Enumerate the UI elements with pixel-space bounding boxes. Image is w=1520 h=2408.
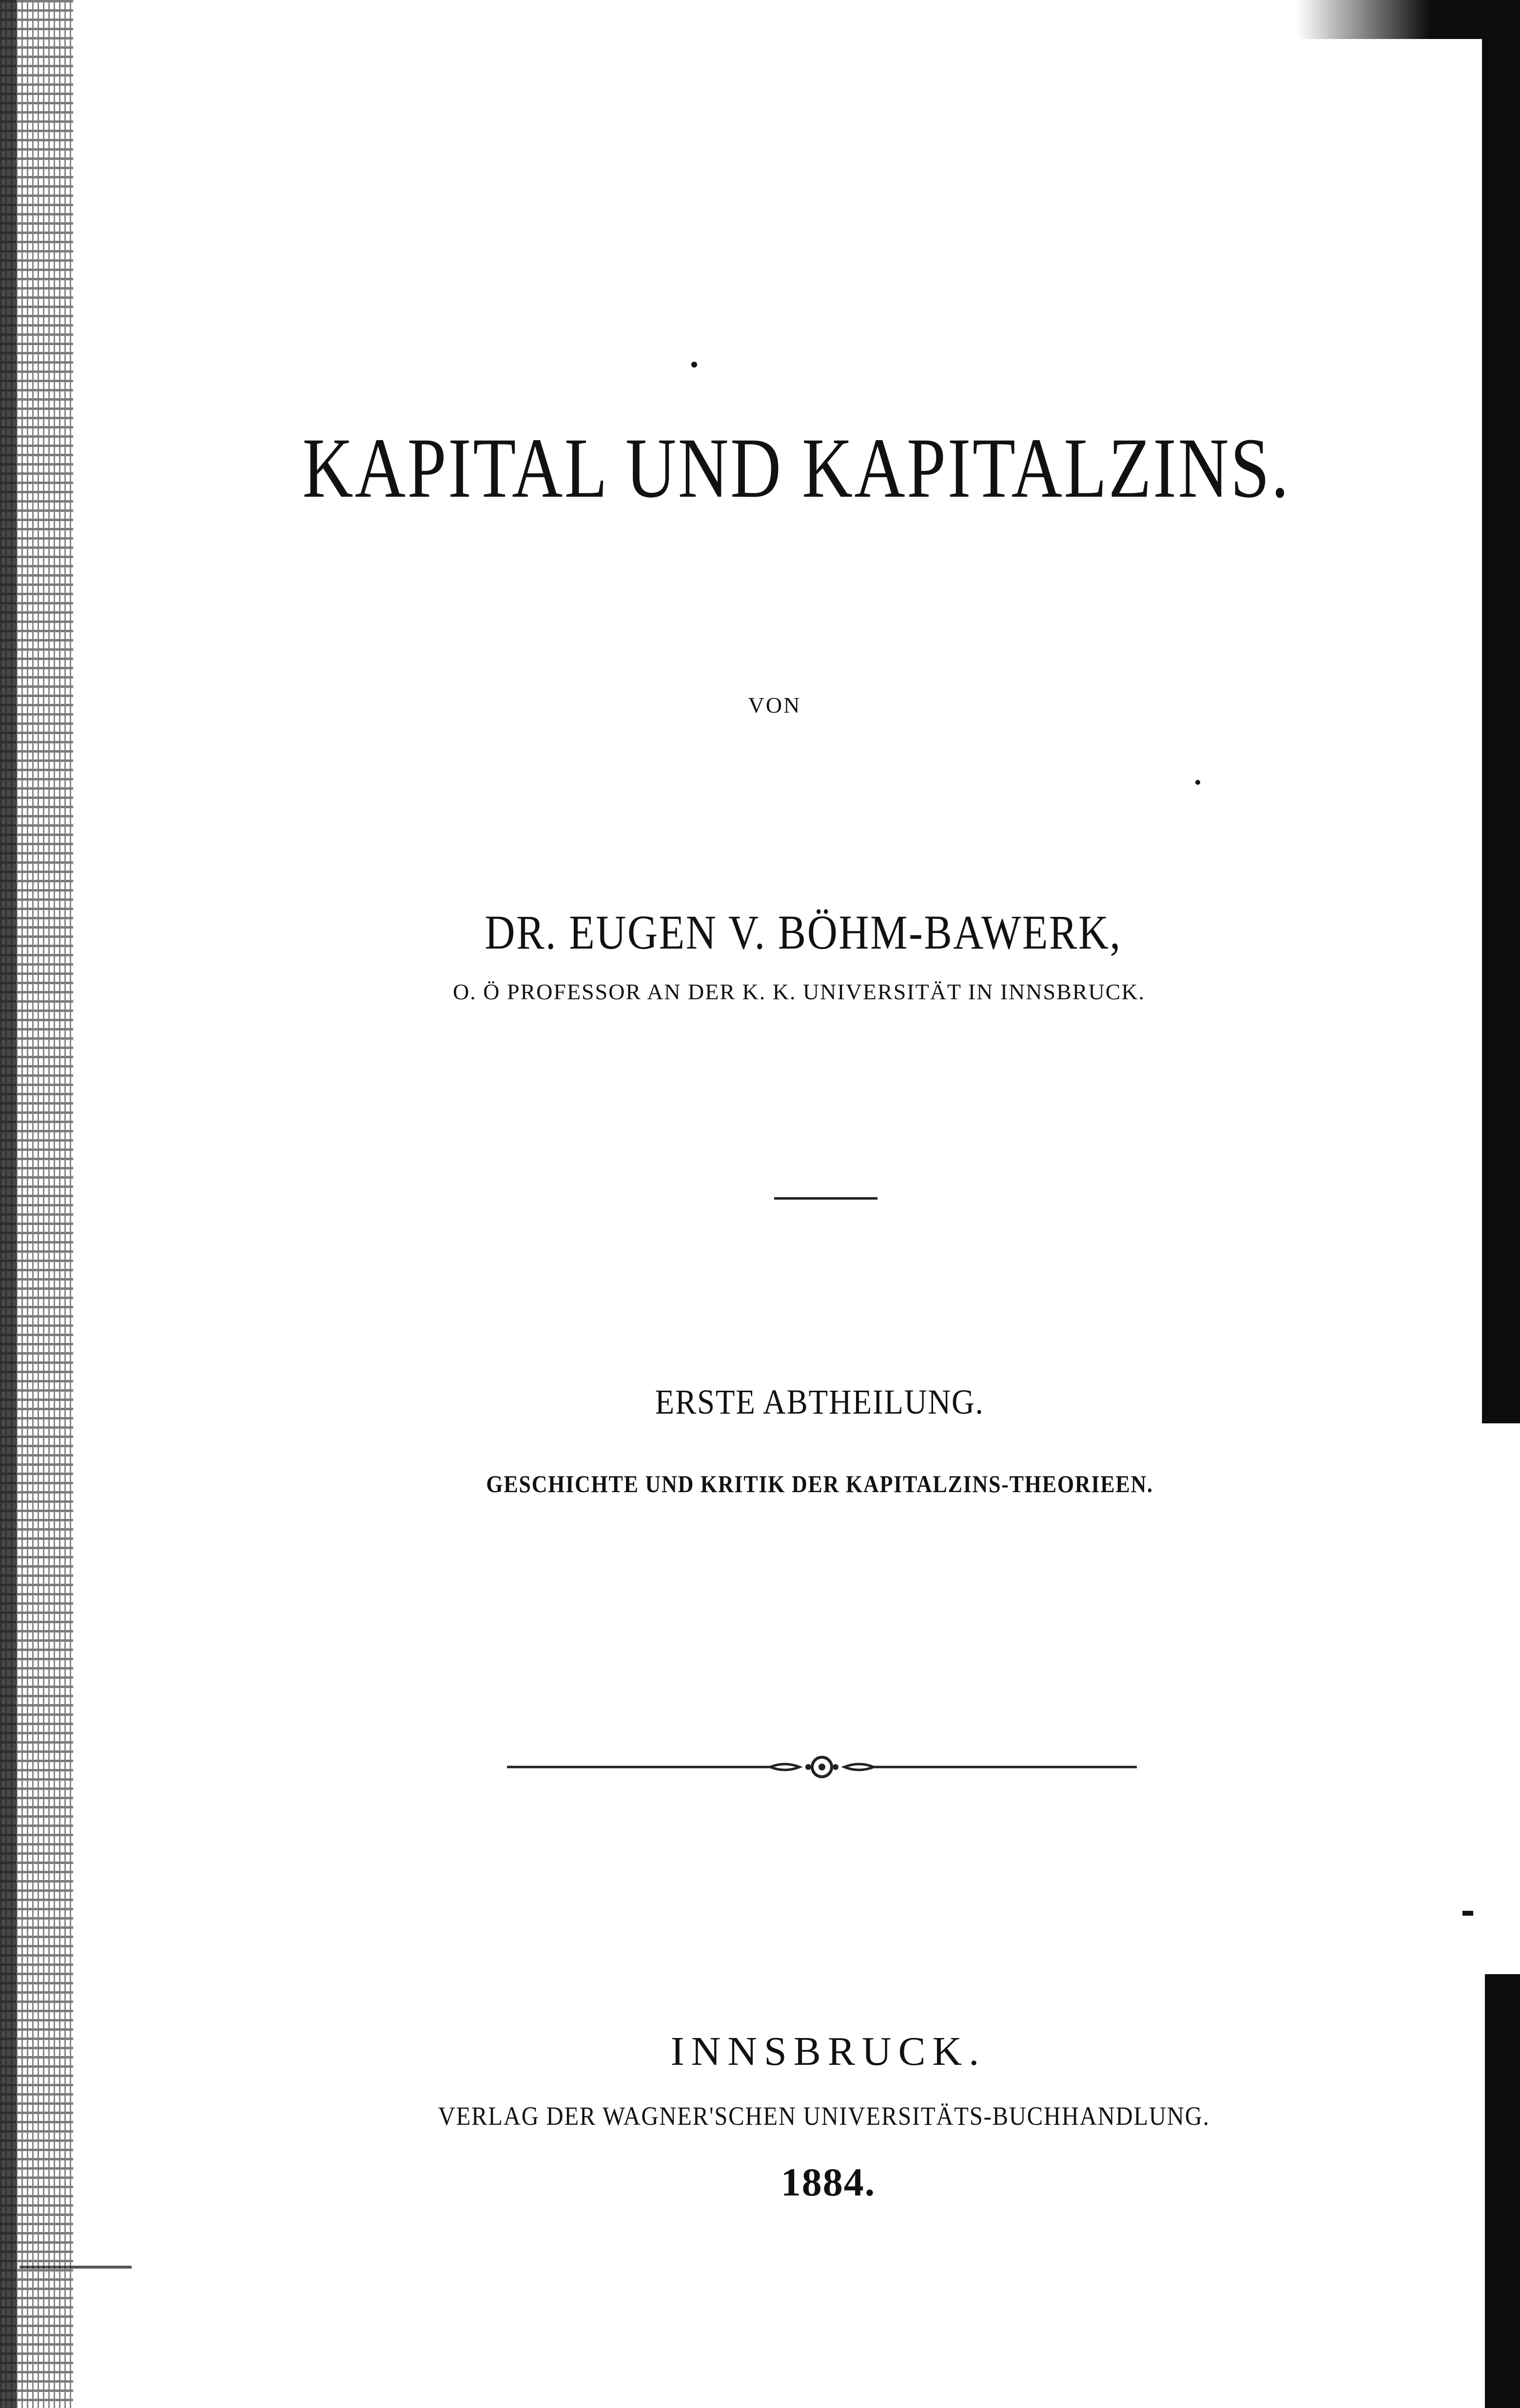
scan-edge-right	[1482, 19, 1520, 1423]
subtitle	[99, 1470, 1437, 1498]
publisher-text: VERLAG DER WAGNER'SCHEN UNIVERSITÄTS-BUCHHANDLUNG.	[438, 2101, 1210, 2131]
by-line	[0, 692, 1520, 718]
author-affiliation	[0, 979, 1520, 1005]
subtitle-text: GESCHICHTE UND KRITIK DER KAPITALZINS-THEORIEEN.	[486, 1470, 1153, 1497]
publication-city-text: INNSBRUCK.	[670, 2029, 986, 2074]
by-line-text: VON	[748, 693, 801, 718]
scan-speck	[1195, 780, 1200, 785]
book-title-text: KAPITAL UND KAPITALZINS.	[302, 421, 1290, 516]
scan-speck	[1462, 1911, 1473, 1916]
book-title	[149, 419, 1396, 518]
publication-year-text: 1884.	[780, 2160, 876, 2204]
scan-speck	[691, 362, 697, 368]
author-affiliation-text: O. Ö PROFESSOR AN DER K. K. UNIVERSITÄT IN INNSBRUCK.	[452, 979, 1146, 1004]
publication-year	[0, 2159, 1520, 2205]
ornamental-rule-icon	[507, 1748, 1137, 1787]
publication-city	[0, 2028, 1520, 2075]
part-heading-text: ERSTE ABTHEILUNG.	[655, 1382, 984, 1421]
publisher	[83, 2101, 1451, 2131]
author-name	[116, 904, 1423, 960]
author-name-text: DR. EUGEN V. BÖHM-BAWERK,	[485, 905, 1122, 959]
divider-rule	[774, 1197, 877, 1200]
part-heading	[83, 1382, 1451, 1422]
scan-mark-bottom	[19, 2266, 132, 2269]
